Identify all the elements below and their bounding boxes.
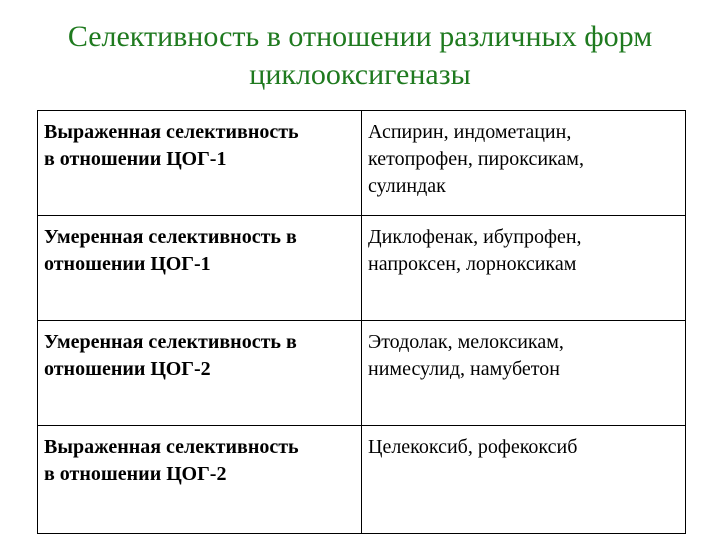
cell-text-line: напроксен, лорноксикам xyxy=(368,253,577,275)
drugs-cell xyxy=(362,111,686,216)
cell-text-line: в отношении ЦОГ-2 xyxy=(44,463,227,485)
cell-text-line: нимесулид, намубетон xyxy=(368,358,560,380)
cell-text-line: кетопрофен, пироксикам, xyxy=(368,148,584,170)
table-row xyxy=(38,321,686,426)
cell-text-line: Этодолак, мелоксикам, xyxy=(368,331,564,353)
cell-text-line: Умеренная селективность в xyxy=(44,331,297,353)
cell-text-line: Диклофенак, ибупрофен, xyxy=(368,226,582,248)
table-row xyxy=(38,426,686,534)
cell-text-line: Аспирин, индометацин, xyxy=(368,121,572,143)
drugs-cell xyxy=(362,321,686,426)
title-line-1: Селективность в отношении различных форм xyxy=(67,20,653,53)
cell-text-line: отношении ЦОГ-1 xyxy=(44,253,211,275)
selectivity-level-cell xyxy=(38,426,362,534)
cell-text-line: Умеренная селективность в xyxy=(44,226,297,248)
selectivity-level-cell xyxy=(38,111,362,216)
cell-text-line: отношении ЦОГ-2 xyxy=(44,358,211,380)
drugs-cell xyxy=(362,216,686,321)
selectivity-level-cell xyxy=(38,321,362,426)
selectivity-level-cell xyxy=(38,216,362,321)
cell-text-line: Выраженная селективность xyxy=(44,436,299,458)
slide-title xyxy=(0,18,720,94)
cell-text-line: Целекоксиб, рофекоксиб xyxy=(368,436,578,458)
table-row xyxy=(38,216,686,321)
cell-text-line: Выраженная селективность xyxy=(44,121,299,143)
title-line-2: циклооксигеназы xyxy=(249,58,471,91)
drugs-cell xyxy=(362,426,686,534)
selectivity-table xyxy=(37,110,686,534)
cell-text-line: сулиндак xyxy=(368,175,446,197)
table-row xyxy=(38,111,686,216)
cell-text-line: в отношении ЦОГ-1 xyxy=(44,148,227,170)
